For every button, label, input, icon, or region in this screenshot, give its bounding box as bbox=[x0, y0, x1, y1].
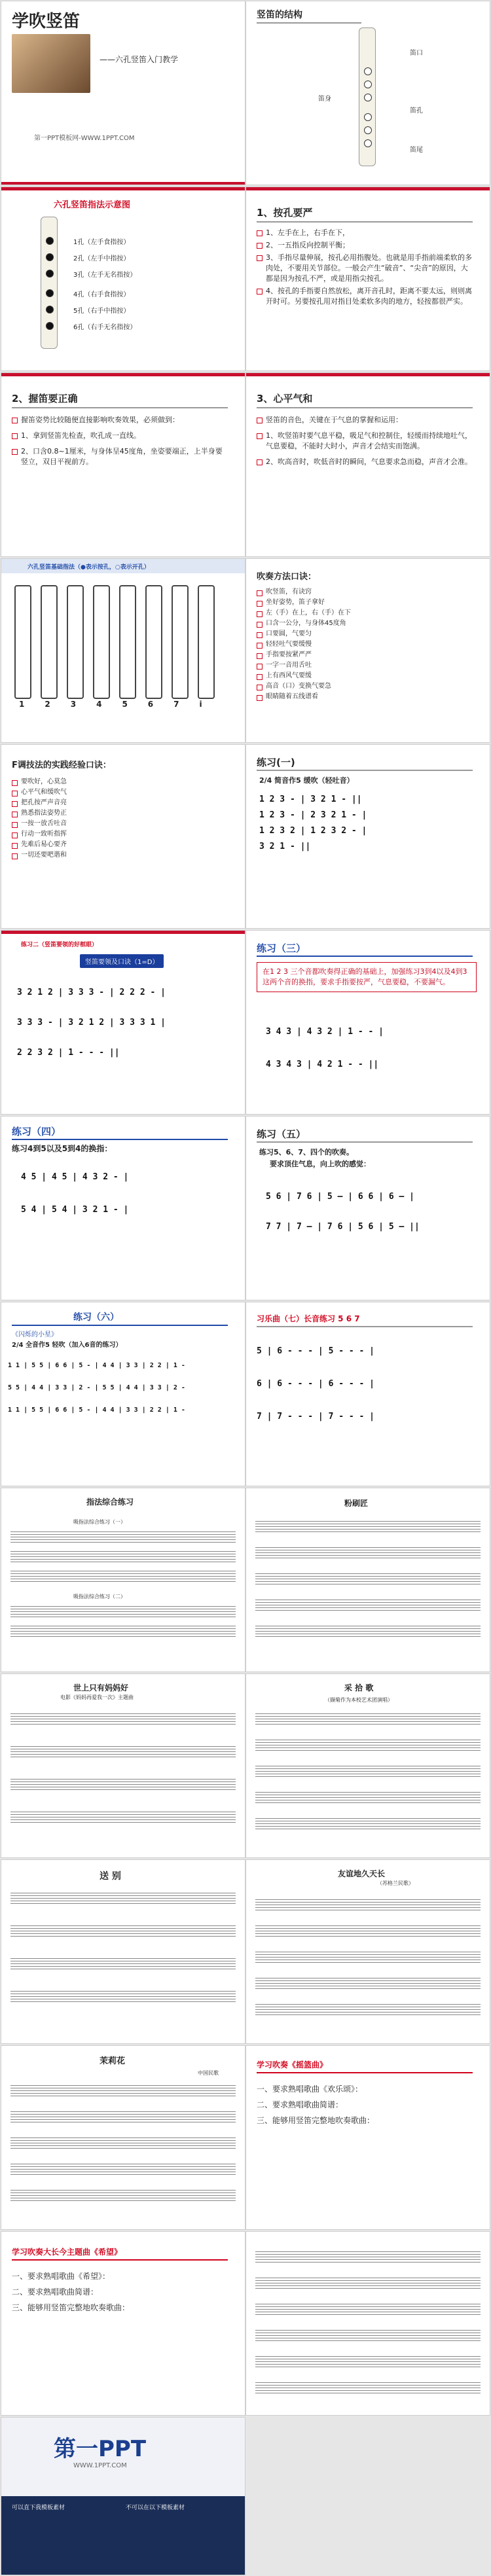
slide-title: 世上只有妈妈好 bbox=[73, 1683, 129, 1692]
top-bar bbox=[1, 187, 245, 190]
staff bbox=[255, 2356, 481, 2368]
slide-title: 指法综合练习 bbox=[86, 1497, 134, 1507]
title-underline bbox=[257, 770, 473, 771]
subtitle: ——六孔竖笛入门教学 bbox=[100, 55, 179, 64]
note-label: 5 bbox=[122, 700, 148, 709]
notation-line: 3 2 1 2 | 3 3 3 - | 2 2 2 - | bbox=[17, 988, 166, 997]
notation bbox=[17, 978, 166, 1068]
list-item: 上有西风气要缓 bbox=[257, 671, 473, 680]
bullet-list bbox=[12, 778, 228, 861]
slide-title: 练习（四） bbox=[12, 1126, 62, 1137]
notation bbox=[8, 1355, 185, 1422]
list-item: 一、要求熟唱歌曲《希望》： bbox=[12, 2272, 111, 2281]
staff bbox=[10, 1925, 236, 1937]
slide-10[interactable] bbox=[246, 745, 490, 928]
list-item: 2、口含0.8~1厘米，与身体呈45度角，坐姿要端正，上半身要竖立，双目平视前方。 bbox=[12, 446, 228, 467]
finger-column bbox=[14, 585, 31, 699]
note-label: 1 bbox=[19, 700, 45, 709]
slide-title: 采 拾 歌 bbox=[344, 1683, 374, 1692]
notation-line: 5 6 | 7 6 | 5 — | 6 6 | 6 — | bbox=[266, 1192, 414, 1202]
top-bar bbox=[1, 373, 245, 376]
hole-label-4: 4孔（右手食指按） bbox=[73, 291, 130, 298]
hole bbox=[364, 80, 372, 88]
list-item: 先难后易心要齐 bbox=[12, 840, 228, 849]
title-underline bbox=[12, 2259, 228, 2261]
list-item: 二、要求熟唱歌曲简谱： bbox=[257, 2100, 344, 2109]
finger-column bbox=[198, 585, 215, 699]
list-item: 二、要求熟唱歌曲简谱： bbox=[12, 2287, 99, 2297]
staff bbox=[255, 2251, 481, 2263]
list-item: 2、一五指反向控制平衡； bbox=[257, 240, 473, 251]
note-label: 7 bbox=[173, 700, 200, 709]
slide-title: 粉刷匠 bbox=[344, 1499, 369, 1508]
list-item: 高音（口）变换气要急 bbox=[257, 682, 473, 690]
slide-23[interactable] bbox=[1, 2046, 245, 2229]
instruction-box: 在1 2 3 三个音都吹奏得正确的基础上，加强练习3到4以及4到3这两个音的换指，要求手指要按严，气息要稳，不要漏气。 bbox=[257, 962, 477, 992]
list-item: 竖笛的音色，关键在于气息的掌握和运用： bbox=[257, 415, 473, 425]
staff bbox=[255, 1792, 481, 1804]
staff bbox=[10, 1606, 236, 1618]
slide-title: 六孔竖笛基础指法（●表示按孔，○表示开孔） bbox=[27, 564, 150, 571]
slide-25[interactable] bbox=[1, 2232, 245, 2415]
hole bbox=[364, 113, 372, 121]
label-tail: 笛尾 bbox=[410, 147, 423, 154]
staff bbox=[255, 2382, 481, 2394]
list-item: 口含一公分，与身体45度角 bbox=[257, 619, 473, 628]
notation-line: 1 2 3 - | 3 2 1 - || bbox=[259, 795, 362, 804]
brand-url: WWW.1PPT.COM bbox=[73, 2462, 127, 2469]
finger-column bbox=[119, 585, 136, 699]
finger-column bbox=[67, 585, 84, 699]
slide-11[interactable] bbox=[1, 931, 245, 1114]
staff bbox=[255, 1952, 481, 1963]
note-label: 6 bbox=[147, 700, 174, 709]
staff bbox=[10, 2085, 236, 2097]
slide-5[interactable] bbox=[1, 373, 245, 556]
notation bbox=[266, 1182, 420, 1242]
staff bbox=[255, 1547, 481, 1559]
staff bbox=[255, 1521, 481, 1533]
bottom-bar bbox=[1, 182, 245, 185]
title-underline bbox=[12, 407, 228, 408]
staff bbox=[255, 2278, 481, 2289]
hole bbox=[46, 322, 54, 330]
item-list bbox=[12, 2268, 130, 2316]
list-item: 3、手指尽量伸展，按孔必用指腹处。也就是用手指前端柔软的多肉处，不要用关节部位。一般会产生“破音”、“尖音”的原因，大都是因为按孔不严，或是用指尖按孔。 bbox=[257, 253, 473, 284]
staff bbox=[10, 2190, 236, 2202]
note-label: 3 bbox=[70, 700, 97, 709]
title-underline bbox=[257, 2072, 473, 2073]
list-item: 一切还要吧谐和 bbox=[12, 851, 228, 859]
notation-line: 3 3 3 - | 3 2 1 2 | 3 3 3 1 | bbox=[17, 1018, 166, 1028]
list-item: 一、要求熟唱歌曲《欢乐颂》： bbox=[257, 2084, 363, 2094]
note-row bbox=[19, 700, 223, 709]
finger-column bbox=[145, 585, 162, 699]
slide-title: F调技法的实践经验口诀： bbox=[12, 760, 111, 770]
song-subtitle: （苏格兰民歌） bbox=[377, 1880, 414, 1886]
list-item: 握笛姿势比较随便直接影响吹奏效果，必须做到： bbox=[12, 415, 228, 425]
hole bbox=[364, 67, 372, 75]
title-underline bbox=[257, 407, 473, 408]
title-underline bbox=[257, 22, 361, 24]
notation-line: 1 2 3 - | 2 3 2 1 - | bbox=[259, 810, 367, 820]
hole-label-1: 1孔（左手食指按） bbox=[73, 239, 130, 246]
staff bbox=[10, 1713, 236, 1725]
instruction: 练习5、6、7、四个的吹奏。 bbox=[259, 1148, 354, 1156]
notation-line: 4 5 | 4 5 | 4 3 2 - | bbox=[21, 1172, 129, 1182]
notation-line: 5 5 | 4 4 | 3 3 | 2 - | 5 5 | 4 4 | 3 3 | 2 - bbox=[8, 1384, 185, 1391]
note-label: 2 bbox=[45, 700, 71, 709]
slide-17[interactable] bbox=[1, 1488, 245, 1672]
song-title: 《闪烁的小星》 bbox=[12, 1331, 58, 1338]
slide-title: 练习（三） bbox=[257, 942, 306, 954]
recorder-drawing bbox=[359, 27, 376, 166]
finger-column bbox=[172, 585, 189, 699]
recorder-drawing bbox=[41, 217, 58, 349]
hole-label-2: 2孔（左手中指按） bbox=[73, 255, 130, 262]
list-item: 熟悉指法姿势正 bbox=[12, 809, 228, 817]
hole-label-3: 3孔（左手无名指按） bbox=[73, 272, 137, 279]
slide-4[interactable] bbox=[246, 187, 490, 370]
list-item: 左（手）在上，右（手）在下 bbox=[257, 609, 473, 617]
slide-26-score[interactable] bbox=[246, 2232, 490, 2415]
slide-title: 1、按孔要严 bbox=[257, 207, 313, 219]
slide-3[interactable] bbox=[1, 187, 245, 370]
slide-title: 竖笛的结构 bbox=[257, 10, 302, 20]
hands-photo bbox=[12, 34, 90, 93]
slide-1[interactable] bbox=[1, 1, 245, 185]
list-item: 1、左手在上，右手在下， bbox=[257, 228, 473, 238]
staff bbox=[10, 2111, 236, 2123]
hole bbox=[46, 237, 54, 245]
staff bbox=[255, 1600, 481, 1611]
staff bbox=[10, 1746, 236, 1758]
slide-title: 送 别 bbox=[100, 1871, 121, 1882]
staff bbox=[10, 1812, 236, 1823]
staff bbox=[255, 2304, 481, 2316]
slide-title: 练习(一) bbox=[257, 757, 295, 768]
slide-19[interactable] bbox=[1, 1674, 245, 1857]
list-item: 一按一放舌吐音 bbox=[12, 819, 228, 828]
notation bbox=[21, 1161, 128, 1226]
finger-column bbox=[41, 585, 58, 699]
top-bar bbox=[246, 373, 490, 376]
staff bbox=[255, 1740, 481, 1751]
list-item: 吹竖笛，有诀窍 bbox=[257, 588, 473, 596]
bullet-list bbox=[257, 415, 473, 469]
notation-line: 3 4 3 | 4 3 2 | 1 - - | bbox=[266, 1027, 384, 1037]
slide-15[interactable] bbox=[1, 1302, 245, 1486]
staff bbox=[255, 1573, 481, 1585]
staff bbox=[10, 2164, 236, 2175]
list-item: 行动一致听指挥 bbox=[12, 830, 228, 838]
slide-8[interactable] bbox=[246, 559, 490, 742]
notation bbox=[257, 1335, 374, 1433]
notation-line: 4 3 4 3 | 4 2 1 - - || bbox=[266, 1060, 379, 1069]
title-underline bbox=[12, 1139, 228, 1140]
slide-12[interactable] bbox=[246, 931, 490, 1114]
notation bbox=[259, 792, 367, 855]
song-subtitle: 中国民歌 bbox=[198, 2070, 219, 2076]
notation bbox=[266, 1016, 384, 1081]
label-holes: 笛孔 bbox=[410, 107, 423, 115]
list-item: 把孔按严声音亮 bbox=[12, 798, 228, 807]
label-body: 笛身 bbox=[318, 96, 331, 103]
list-item: 4、按孔的手指要自然放松，离开音孔时，距离不要太远，则则离开时可。另要按孔用对指目处柔软多肉的地方，轻按都很严实。 bbox=[257, 286, 473, 307]
slide-title: 友谊地久天长 bbox=[338, 1869, 386, 1878]
bullet-list bbox=[257, 588, 473, 703]
hole bbox=[46, 306, 54, 313]
staff bbox=[10, 1991, 236, 2003]
list-item: 2、吹高音时，吹低音时的瞬间，气息要求急而稳，声音才会准。 bbox=[257, 457, 473, 467]
top-bar bbox=[1, 931, 245, 934]
slide-title: 练习（六） bbox=[73, 1312, 119, 1323]
list-item: 要吹好，心莫急 bbox=[12, 778, 228, 786]
list-item: 三、能够用竖笛完整地吹奏歌曲： bbox=[12, 2303, 130, 2312]
slide-title: 练习（五） bbox=[257, 1128, 306, 1140]
song-subtitle: 电影《妈妈再爱我一次》主题曲 bbox=[60, 1694, 134, 1700]
footer-text: 第一PPT模板网-WWW.1PPT.COM bbox=[34, 135, 135, 142]
list-item: 一字一音用舌吐 bbox=[257, 661, 473, 670]
meter-line: 2/4 全音作5 轻吹（加入6音的练习） bbox=[12, 1342, 122, 1349]
hole bbox=[46, 253, 54, 261]
fingering-chart bbox=[14, 585, 230, 709]
meter-line: 2/4 简音作5 缓吹（轻吐音） bbox=[259, 776, 354, 785]
staff bbox=[255, 2330, 481, 2342]
title-underline bbox=[257, 956, 473, 957]
notation-line: 1 1 | 5 5 | 6 6 | 5 - | 4 4 | 3 3 | 2 2 | 1 - bbox=[8, 1362, 185, 1369]
staff bbox=[255, 1766, 481, 1778]
list-item: 坐好姿势，笛子拿好 bbox=[257, 598, 473, 607]
notation-line: 7 | 7 - - - | 7 - - - | bbox=[257, 1412, 375, 1422]
staff bbox=[10, 1893, 236, 1905]
hole bbox=[364, 94, 372, 101]
list-item: 心平气和缓吹气 bbox=[12, 788, 228, 796]
slide-2[interactable] bbox=[246, 1, 490, 185]
staff bbox=[10, 2138, 236, 2149]
staff bbox=[10, 1958, 236, 1970]
notation-line: 7 7 | 7 — | 7 6 | 5 6 | 5 — || bbox=[266, 1222, 420, 1232]
label-mouthpiece: 笛口 bbox=[410, 50, 423, 57]
slide-title: 学吹竖笛 bbox=[12, 12, 81, 31]
notation-line: 5 4 | 5 4 | 3 2 1 - | bbox=[21, 1205, 129, 1215]
notation-line: 5 | 6 - - - | 5 - - - | bbox=[257, 1346, 375, 1356]
staff bbox=[255, 1713, 481, 1725]
info-col-1: 可以直下我模板素材 bbox=[12, 2505, 65, 2511]
staff bbox=[255, 1818, 481, 1830]
hole bbox=[364, 126, 372, 134]
list-item: 手指要按紧严严 bbox=[257, 651, 473, 659]
section-label: 吸指法综合练习（二） bbox=[73, 1594, 126, 1600]
note-label: i bbox=[199, 700, 223, 709]
note-label: 4 bbox=[96, 700, 122, 709]
hole-label-5: 5孔（右手中指按） bbox=[73, 308, 130, 315]
list-item: 眼睛随着五线谱看 bbox=[257, 692, 473, 701]
staff bbox=[255, 1899, 481, 1911]
slide-title: 茉莉花 bbox=[100, 2056, 126, 2066]
info-col-2: 不可以在以下模板素材 bbox=[126, 2505, 185, 2511]
title-underline bbox=[257, 1326, 473, 1327]
slide-14[interactable] bbox=[246, 1117, 490, 1300]
slide-title: 练习二（竖笛要领的好框眼） bbox=[21, 942, 98, 948]
staff bbox=[255, 1626, 481, 1637]
staff bbox=[255, 2004, 481, 2016]
section-label: 吸指法综合练习（一） bbox=[73, 1519, 126, 1525]
staff bbox=[255, 1925, 481, 1937]
instruction: 练习4到5以及5到4的换指： bbox=[12, 1144, 113, 1153]
slide-6[interactable] bbox=[246, 373, 490, 556]
song-subtitle: （撷菊作为本校艺术团演唱） bbox=[325, 1697, 393, 1703]
notation-line: 1 1 | 5 5 | 6 6 | 5 - | 4 4 | 3 3 | 2 2 | 1 - bbox=[8, 1406, 185, 1414]
slide-title: 吹奏方法口诀： bbox=[257, 572, 317, 582]
slide-title: 习乐曲（七）长音练习 5 6 7 bbox=[257, 1314, 360, 1323]
staff bbox=[10, 1531, 236, 1543]
slide-7[interactable] bbox=[1, 559, 245, 742]
title-underline bbox=[257, 1141, 473, 1143]
slide-title: 学习吹奏大长今主题曲《希望》 bbox=[12, 2247, 122, 2257]
hole bbox=[46, 289, 54, 297]
slide-title: 学习吹奏《摇篮曲》 bbox=[257, 2060, 328, 2069]
finger-column bbox=[93, 585, 110, 699]
staff bbox=[10, 1571, 236, 1583]
slide-ending[interactable] bbox=[1, 2418, 245, 2575]
slide-title: 2、握笛要正确 bbox=[12, 393, 78, 404]
staff bbox=[10, 1626, 236, 1637]
slide-20[interactable] bbox=[246, 1674, 490, 1857]
section-pill: 竖笛要领及口诀（1=D） bbox=[80, 954, 164, 968]
slide-9[interactable] bbox=[1, 745, 245, 928]
slide-22[interactable] bbox=[246, 1860, 490, 2043]
title-underline bbox=[257, 221, 473, 223]
list-item: 1、吹竖笛时要气息平稳，吸足气和控制住，轻缓而持续地吐气，气息要稳，不能时大时小，声音才会结实而饱满。 bbox=[257, 431, 473, 452]
info-panel bbox=[1, 2496, 245, 2575]
title-underline bbox=[12, 1325, 228, 1326]
list-item: 三、能够用竖笛完整地吹奏歌曲： bbox=[257, 2116, 375, 2125]
slide-13[interactable] bbox=[1, 1117, 245, 1300]
item-list bbox=[257, 2081, 374, 2128]
notation-line: 2 2 3 2 | 1 - - - || bbox=[17, 1048, 120, 1058]
slide-title: 3、心平气和 bbox=[257, 393, 313, 404]
notation-line: 6 | 6 - - - | 6 - - - | bbox=[257, 1379, 375, 1389]
list-item: 口要圆，气要匀 bbox=[257, 630, 473, 638]
hole-label-6: 6孔（右手无名指按） bbox=[73, 324, 137, 331]
list-item: 轻轻吐气要缓慢 bbox=[257, 640, 473, 649]
slide-title: 六孔竖笛指法示意图 bbox=[54, 200, 131, 210]
bullet-list bbox=[257, 228, 473, 309]
hole bbox=[46, 270, 54, 277]
staff bbox=[255, 1978, 481, 1990]
notation-line: 1 2 3 2 | 1 2 3 2 - | bbox=[259, 826, 367, 836]
bullet-list bbox=[12, 415, 228, 469]
notation-line: 3 2 1 - || bbox=[259, 842, 311, 851]
slide-16[interactable] bbox=[246, 1302, 490, 1486]
slide-18[interactable] bbox=[246, 1488, 490, 1672]
hole bbox=[364, 139, 372, 147]
slide-21[interactable] bbox=[1, 1860, 245, 2043]
slide-24[interactable] bbox=[246, 2046, 490, 2229]
brand-logo: 第一PPT bbox=[54, 2436, 147, 2462]
staff bbox=[10, 1779, 236, 1791]
instruction-2: 要求顶住气息，向上吹的感觉： bbox=[270, 1160, 371, 1168]
staff bbox=[10, 1551, 236, 1563]
top-bar bbox=[246, 187, 490, 190]
list-item: 1、拿到竖笛先检查，吹孔成一直线。 bbox=[12, 431, 228, 441]
